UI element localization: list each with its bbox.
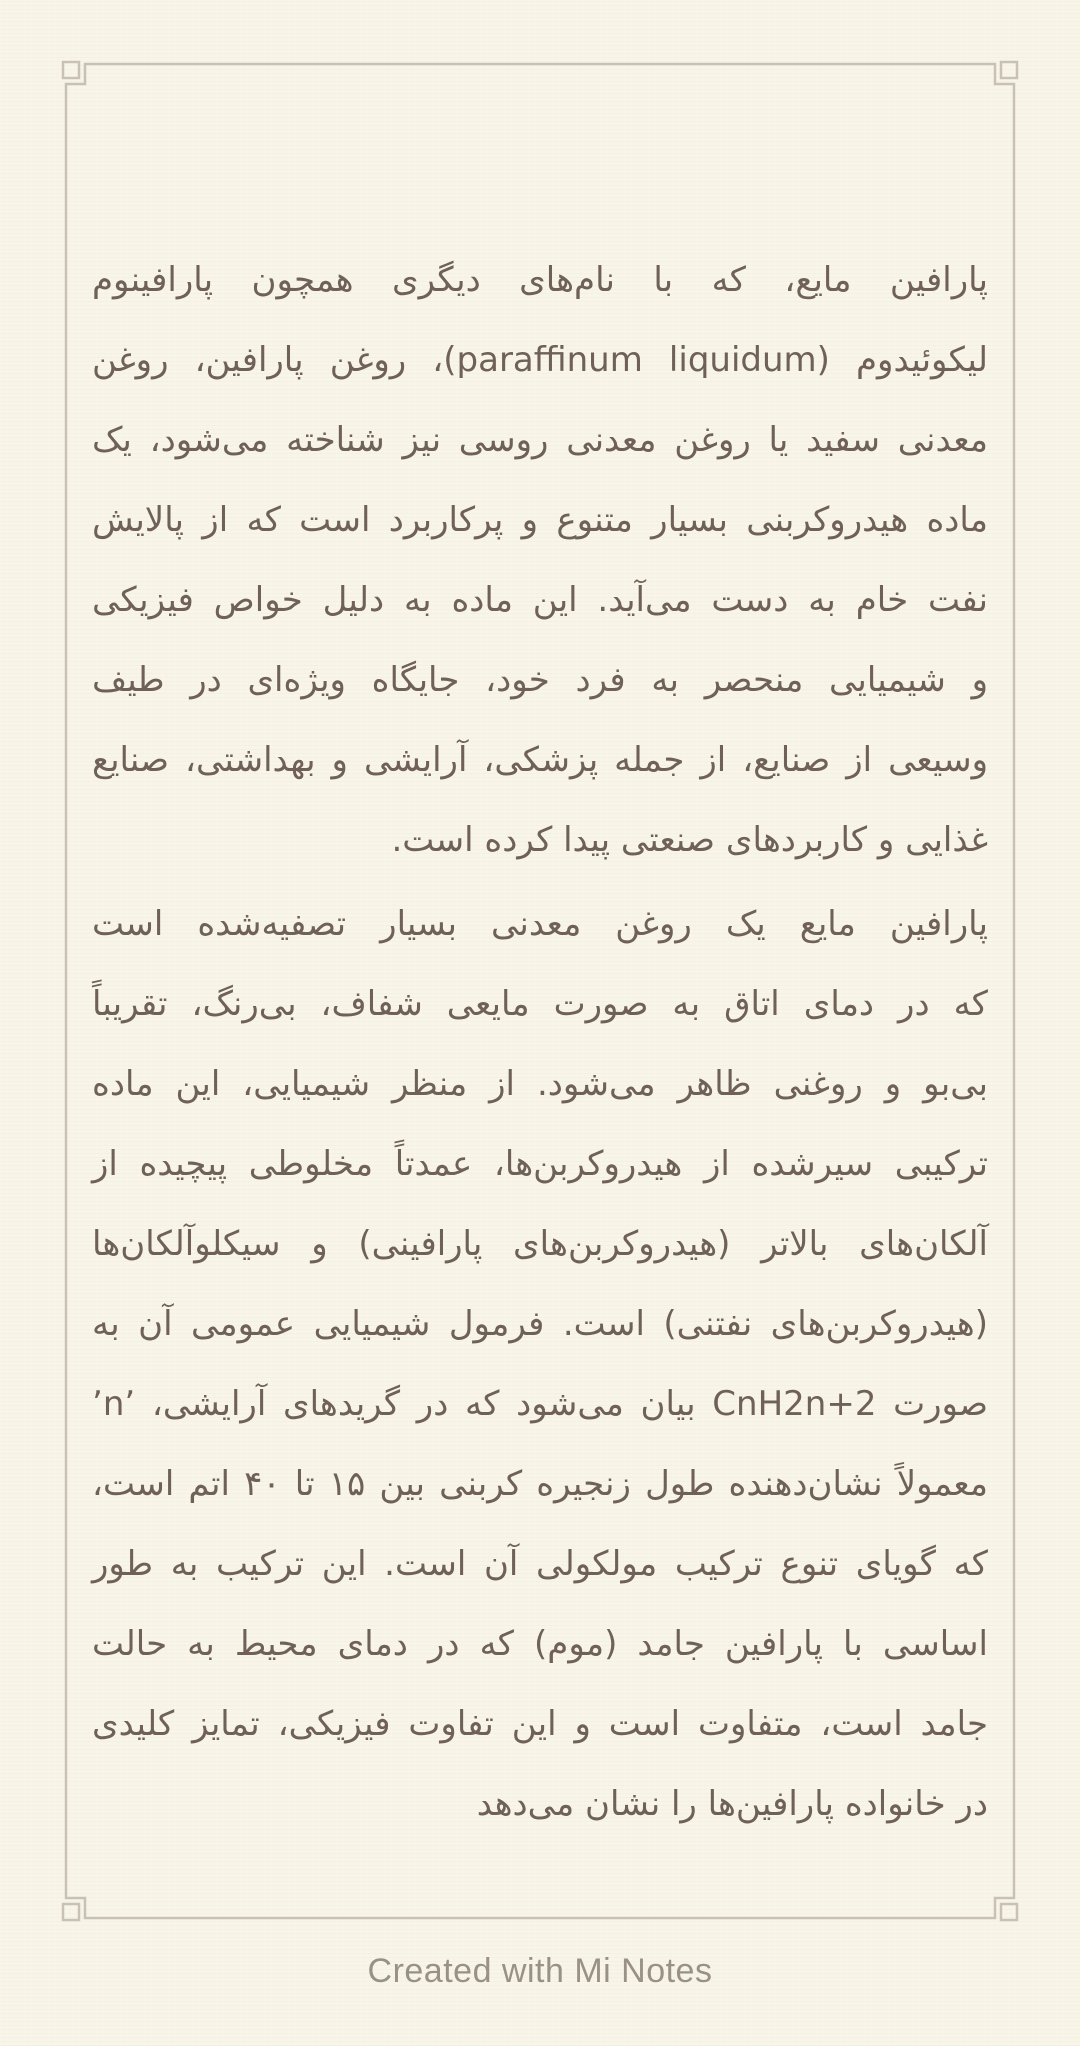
note-line: جامد است، متفاوت است و این تفاوت فیزیکی، تمایز کلیدی: [92, 1704, 988, 1744]
note-line: لیکوئیدوم (paraffinum liquidum)، روغن پارافین، روغن: [92, 340, 988, 380]
note-line: آلکان‌های بالاتر (هیدروکربن‌های پارافینی) و سیکلوآلکان‌ها: [92, 1224, 988, 1264]
note-line: معمولاً نشان‌دهنده طول زنجیره کربنی بین ۱۵ تا ۴۰ اتم است،: [92, 1464, 989, 1504]
note-line: که در دمای اتاق به صورت مایعی شفاف، بی‌رنگ، تقریباً: [92, 984, 988, 1024]
note-line: (هیدروکربن‌های نفتنی) است. فرمول شیمیایی عمومی آن به: [92, 1304, 988, 1344]
note-line: در خانواده پارافین‌ها را نشان می‌دهد: [476, 1784, 988, 1824]
note-line: اساسی با پارافین جامد (موم) که در دمای محیط به حالت: [92, 1624, 988, 1664]
note-line: پارافین مایع، که با نام‌های دیگری همچون پارافینوم: [92, 260, 988, 300]
frame-corner-ornament: [1001, 1904, 1017, 1920]
note-body: [92, 240, 988, 1844]
note-line: پارافین مایع یک روغن معدنی بسیار تصفیه‌شده است: [92, 904, 988, 944]
note-line: نفت خام به دست می‌آید. این ماده به دلیل خواص فیزیکی: [92, 580, 988, 620]
note-paragraph: [92, 240, 988, 880]
frame-corner-ornament: [63, 1904, 79, 1920]
note-line: که گویای تنوع ترکیب مولکولی آن است. این ترکیب به طور: [92, 1544, 988, 1584]
frame-corner-ornament: [1001, 62, 1017, 78]
note-line: ماده هیدروکربنی بسیار متنوع و پرکاربرد است که از پالایش: [92, 500, 988, 540]
note-paragraph: [92, 884, 988, 1844]
frame-corner-ornament: [63, 62, 79, 78]
note-line: و شیمیایی منحصر به فرد خود، جایگاه ویژه‌ای در طیف: [92, 660, 988, 700]
note-line: وسیعی از صنایع، از جمله پزشکی، آرایشی و بهداشتی، صنایع: [92, 740, 988, 780]
watermark-text: Created with Mi Notes: [367, 1952, 713, 1990]
note-line: معدنی سفید یا روغن معدنی روسی نیز شناخته می‌شود، یک: [92, 420, 988, 460]
note-line: غذایی و کاربردهای صنعتی پیدا کرده است.: [391, 820, 988, 860]
note-line: ترکیبی سیرشده از هیدروکربن‌ها، عمدتاً مخلوطی پیچیده از: [92, 1144, 988, 1184]
note-line: صورت CnH2n+2 بیان می‌شود که در گریدهای آرایشی، ’n’: [92, 1384, 988, 1424]
note-line: بی‌بو و روغنی ظاهر می‌شود. از منظر شیمیایی، این ماده: [92, 1064, 988, 1104]
